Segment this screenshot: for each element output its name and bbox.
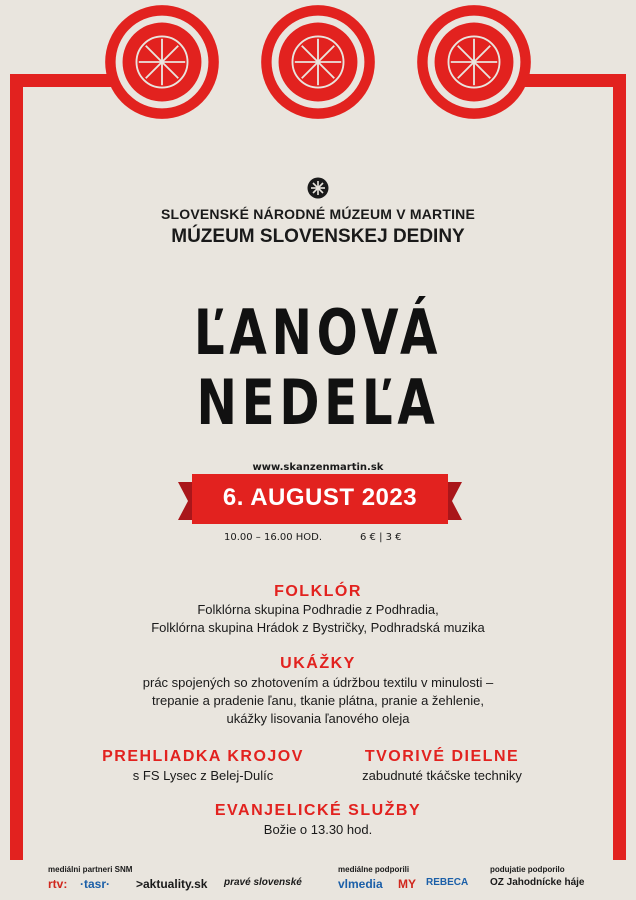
website-link[interactable]: www.skanzenmartin.sk	[252, 462, 384, 473]
partner-logo-tasr: ·tasr·	[80, 877, 111, 891]
event-date: 6. AUGUST 2023	[222, 484, 418, 511]
supporter-logo-my: MY	[398, 877, 416, 891]
partners-label: mediálni partneri SNM	[48, 865, 133, 874]
frame-top-right-bar	[516, 74, 626, 87]
partner-logo-prave-slovenske: pravé slovenské	[224, 877, 302, 888]
museum-name: SLOVENSKÉ NÁRODNÉ MÚZEUM V MARTINE	[160, 206, 476, 222]
supporters-label: mediálne podporili	[338, 865, 410, 874]
section-heading-ukazky: UKÁŽKY	[280, 655, 356, 672]
supporter-logo-rebeca: REBECA	[426, 877, 469, 888]
admission-price: 6 € | 3 €	[360, 532, 402, 543]
section-heading-dielne: TVORIVÉ DIELNE	[364, 748, 520, 765]
rosette-ornament-right	[416, 4, 532, 120]
museum-subname: MÚZEUM SLOVENSKEJ DEDINY	[171, 226, 465, 247]
sluzby-line: Božie o 13.30 hod.	[263, 822, 373, 837]
sponsor-label: podujatie podporilo	[490, 865, 565, 874]
ukazky-line: prác spojených so zhotovením a údržbou textilu v minulosti –	[142, 675, 494, 690]
krojov-line: s FS Lysec z Belej-Dulíc	[132, 768, 274, 783]
dielne-line: zabudnuté tkáčske techniky	[362, 768, 522, 783]
section-heading-krojov: PREHLIADKA KROJOV	[102, 748, 304, 765]
event-title-line1: ĽANOVÁ	[193, 296, 443, 369]
opening-hours: 10.00 – 16.00 HOD.	[224, 532, 323, 543]
rosette-ornament-center	[260, 4, 376, 120]
sponsor-name: OZ Jahodnícke háje	[490, 877, 585, 888]
partner-logo-aktuality: >aktuality.sk	[136, 877, 208, 891]
ukazky-line: ukážky lisovania ľanového oleja	[226, 711, 410, 726]
folklor-line: Folklórna skupina Podhradie z Podhradia,	[197, 602, 439, 617]
supporter-logo-vlmedia: vlmedia	[338, 877, 383, 891]
section-heading-sluzby: EVANJELICKÉ SLUŽBY	[214, 802, 422, 819]
partner-logo-rtv: rtv:	[48, 877, 68, 891]
rosette-ornament-left	[104, 4, 220, 120]
ukazky-line: trepanie a pradenie ľanu, tkanie plátna, pranie a žehlenie,	[152, 693, 484, 708]
museum-logo-icon	[307, 177, 329, 199]
event-title-line2: NEDEĽA	[196, 366, 440, 439]
folklor-line: Folklórna skupina Hrádok z Bystričky, Podhradská muzika	[151, 620, 485, 635]
section-heading-folklor: FOLKLÓR	[274, 583, 362, 600]
